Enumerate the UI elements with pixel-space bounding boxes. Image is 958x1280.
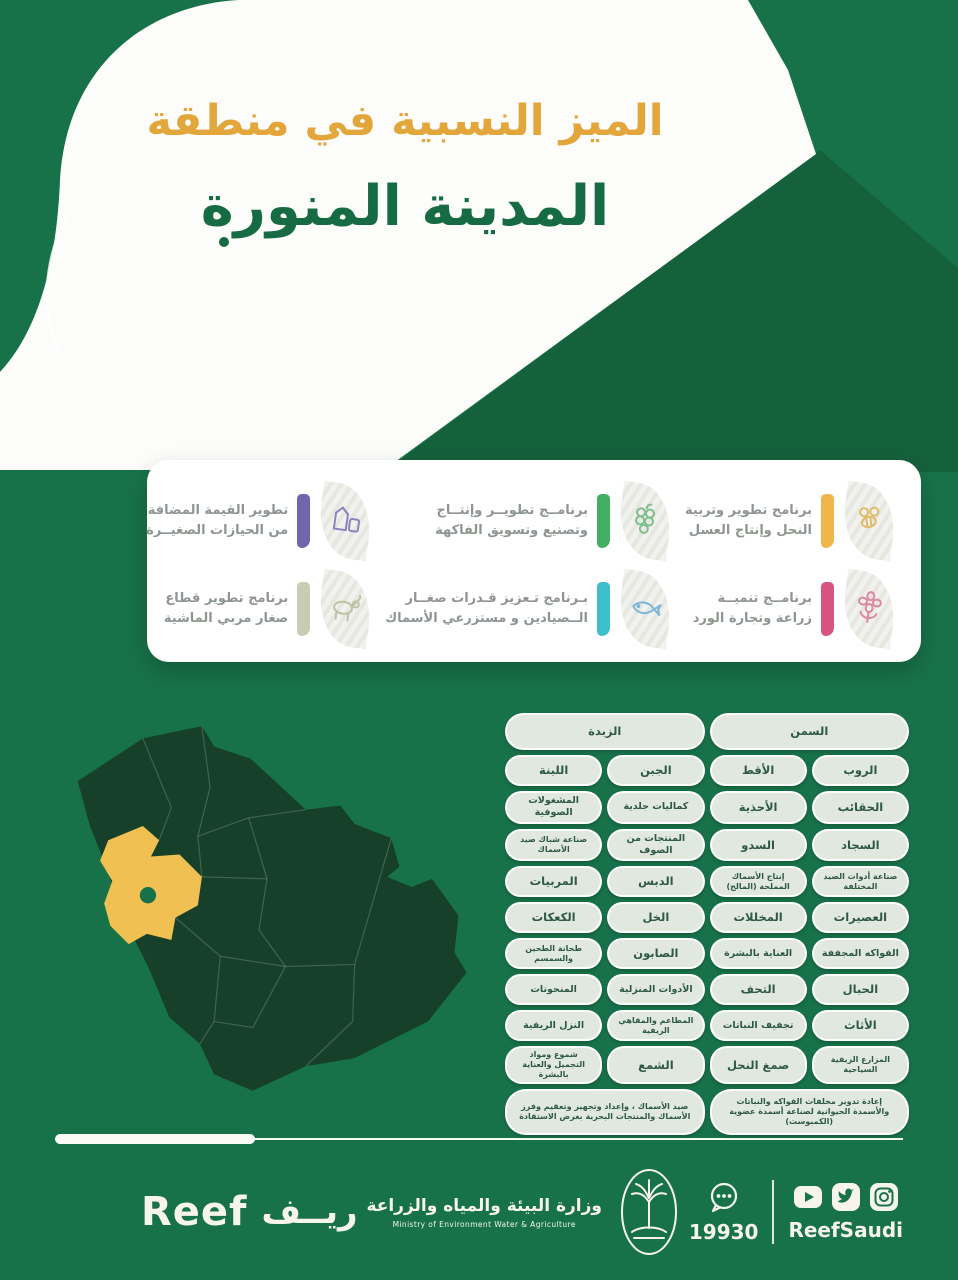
product-pill: الفواكه المجففة — [812, 938, 909, 969]
product-pill: المزارع الريفية السياحية — [812, 1046, 909, 1084]
product-pill: الأقط — [710, 755, 807, 786]
reef-logo-text-ar: ريــف — [261, 1192, 358, 1232]
program-leaf-watermark — [838, 481, 900, 562]
title-line-2: المدينة المنورة — [200, 174, 610, 239]
product-pill: النزل الريفية — [505, 1010, 602, 1041]
product-pill: صمغ النحل — [710, 1046, 807, 1084]
phone-number[interactable]: 19930 — [688, 1220, 759, 1244]
program-item-roses — [685, 572, 895, 646]
product-pill: الصابون — [607, 938, 704, 969]
ministry-logo — [366, 1166, 680, 1258]
rose-icon — [847, 585, 892, 630]
pill-row — [505, 1089, 909, 1135]
pill-row — [505, 938, 909, 969]
twitter-icon[interactable] — [831, 1182, 861, 1212]
ministry-emblem-icon — [618, 1166, 680, 1258]
program-item-smallholdings — [146, 484, 371, 558]
product-pill: شموع ومواد التجميل والعناية بالبشرة — [505, 1046, 602, 1084]
product-pill: طحانة الطحين والسمسم — [505, 938, 602, 969]
product-pill: اللبنة — [505, 755, 602, 786]
pill-row — [505, 902, 909, 933]
footer-vertical-divider — [772, 1180, 774, 1244]
program-item-honey — [685, 484, 895, 558]
product-pill: المخللات — [710, 902, 807, 933]
fish-icon — [623, 585, 668, 630]
product-pill: الحبال — [812, 974, 909, 1005]
program-title-line: برنامج تطوير قطاع — [165, 590, 289, 606]
footer-divider-bar — [55, 1134, 255, 1144]
product-pill: الحقائب — [812, 791, 909, 824]
product-pill: المربيات — [505, 866, 602, 897]
bee-icon — [847, 497, 892, 542]
program-title-line: برنامــج تنميــة — [717, 590, 812, 606]
product-pill: الجبن — [607, 755, 704, 786]
pill-row — [505, 1046, 909, 1084]
ministry-name-en: Ministry of Environment Water & Agriculture — [392, 1219, 576, 1229]
program-leaf-watermark — [614, 481, 676, 562]
products-grid — [505, 713, 909, 1135]
goat-icon — [323, 585, 368, 630]
program-item-fisheries — [385, 572, 671, 646]
program-bar-2 — [297, 494, 310, 548]
product-pill: الكعكات — [505, 902, 602, 933]
program-title-line: بـرنامج تـعزيز قـدرات صغــار — [405, 590, 588, 606]
social-handle[interactable]: ReefSaudi — [788, 1218, 903, 1242]
product-pill: المشغولات الصوفية — [505, 791, 602, 824]
program-title-line: النحل وإنتاج العسل — [688, 523, 812, 538]
reef-logo — [55, 1166, 358, 1258]
program-item-fruit — [385, 484, 671, 558]
pill-row — [505, 974, 909, 1005]
program-leaf-watermark — [314, 569, 376, 650]
product-pill: الأثاث — [812, 1010, 909, 1041]
program-title-line: برنامــج تطويــر وإنتــاج — [436, 502, 588, 518]
pill-row — [505, 829, 909, 862]
program-title-line: من الحيازات الصغيــرة — [146, 523, 289, 538]
grapes-icon — [623, 497, 668, 542]
title-line-1: الميز النسبية في منطقة — [146, 96, 664, 146]
footer-contact — [689, 1180, 903, 1244]
product-pill: صناعة شباك صيد الأسماك — [505, 829, 602, 862]
product-pill: الدبس — [607, 866, 704, 897]
saudi-map — [48, 716, 478, 1108]
pill-row — [505, 713, 909, 750]
reef-leaf-icon — [55, 1166, 127, 1258]
pill-row — [505, 791, 909, 824]
product-pill: كماليات جلدية — [607, 791, 704, 824]
program-leaf-watermark — [838, 569, 900, 650]
product-pill: السدو — [710, 829, 807, 862]
program-bar-3 — [821, 582, 834, 636]
product-pill: العصيرات — [812, 902, 909, 933]
pill-row — [505, 866, 909, 897]
product-pill: الأدوات المنزلية — [607, 974, 704, 1005]
product-pill: المنتجات من الصوف — [607, 829, 704, 862]
program-bar-0 — [821, 494, 834, 548]
product-pill: صناعة أدوات الصيد المختلفة — [812, 866, 909, 897]
product-pill: إنتاج الأسماك المملحة (المالح) — [710, 866, 807, 897]
programs-card — [147, 460, 921, 662]
program-title-line: تطوير القيمة المضافة — [147, 502, 289, 518]
pill-row — [505, 1010, 909, 1041]
product-pill: العناية بالبشرة — [710, 938, 807, 969]
program-leaf-watermark — [314, 481, 376, 562]
program-title-line: زراعة وتجارة الورد — [692, 611, 812, 626]
product-pill: الخل — [607, 902, 704, 933]
product-pill: السجاد — [812, 829, 909, 862]
product-pill: الأحذية — [710, 791, 807, 824]
product-pill: المطاعم والمقاهي الريفية — [607, 1010, 704, 1041]
instagram-icon[interactable] — [869, 1182, 899, 1212]
city-marker — [140, 887, 156, 903]
program-title-line: الــصيادين و مستزرعي الأسماك — [385, 611, 588, 626]
program-title-line: وتصنيع وتسويق الفاكهة — [435, 523, 588, 538]
program-bar-5 — [297, 582, 310, 636]
pill-row — [505, 755, 909, 786]
product-pill: الشمع — [607, 1046, 704, 1084]
product-pill: إعادة تدوير مخلفات الفواكه والنباتات والأسمدة الحيوانية لصناعة أسمدة عضوية (الكمبوست) — [710, 1089, 910, 1135]
product-pill: التحف — [710, 974, 807, 1005]
product-pill: صيد الأسماك ، وإعداد وتجهيز وتعقيم وفرز الأسماك والمنتجات البحرية بغرض الاستفادة — [505, 1089, 705, 1135]
program-bar-1 — [597, 494, 610, 548]
poster-title — [55, 96, 755, 239]
program-title-line: برنامج تطوير وتربية — [685, 502, 812, 518]
product-pill: المنحوتات — [505, 974, 602, 1005]
product-pill: تجفيف النباتات — [710, 1010, 807, 1041]
footer — [55, 1158, 903, 1266]
reef-logo-text-en: Reef — [141, 1189, 248, 1235]
program-bar-4 — [597, 582, 610, 636]
ministry-name-ar: وزارة البيئة والمياه والزراعة — [366, 1195, 602, 1216]
program-item-livestock — [146, 572, 371, 646]
program-title-line: صغار مربي الماشية — [163, 611, 289, 626]
product-pill: الروب — [812, 755, 909, 786]
product-pill: السمن — [710, 713, 910, 750]
product-pill: الزبدة — [505, 713, 705, 750]
dairy-icon — [323, 497, 368, 542]
whatsapp-icon[interactable] — [707, 1180, 741, 1214]
program-leaf-watermark — [614, 569, 676, 650]
youtube-icon[interactable] — [793, 1182, 823, 1212]
